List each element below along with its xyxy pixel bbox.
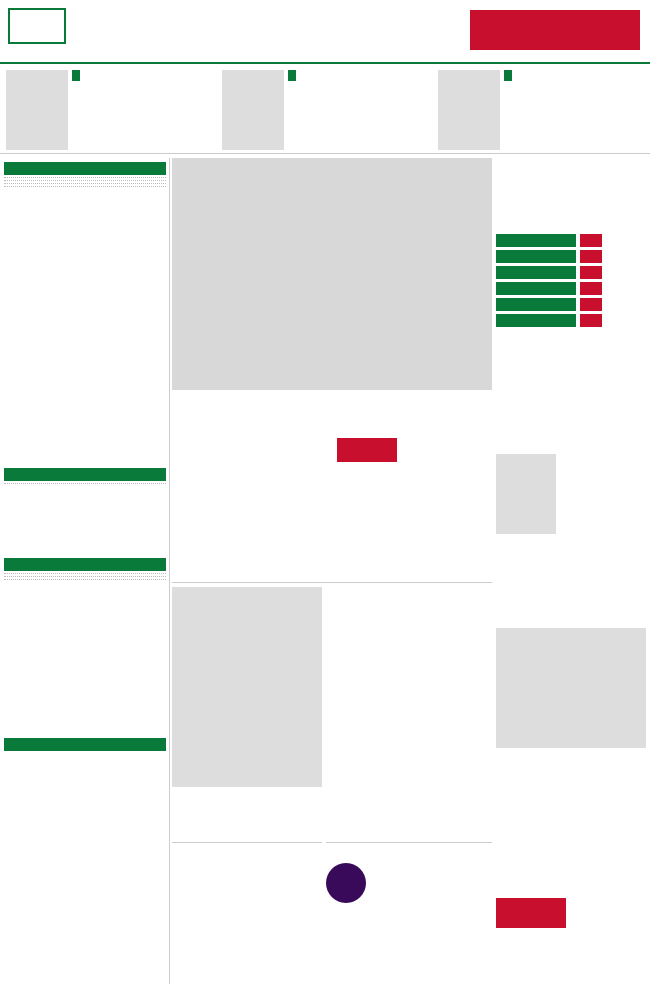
tv-box <box>4 558 166 580</box>
teaser-tag <box>504 70 512 81</box>
scoreboard-team <box>496 314 576 327</box>
lead-photo <box>172 158 492 390</box>
scoreboard-goals <box>580 250 602 263</box>
tv-title <box>4 558 166 571</box>
facebook-title <box>4 738 166 751</box>
mid-story-photo <box>172 587 322 787</box>
celebrity-footer-headline <box>496 898 566 928</box>
premier-story <box>326 842 492 984</box>
facebook-box[interactable] <box>4 738 166 751</box>
scoreboard-team <box>496 234 576 247</box>
masthead <box>0 0 650 64</box>
mid-story <box>172 582 492 838</box>
results-box <box>4 162 166 187</box>
lead-story <box>172 158 492 578</box>
page-number <box>8 8 66 44</box>
scoreboard-table <box>496 234 646 334</box>
brand-logo <box>470 10 640 50</box>
scoreboard-goals <box>580 234 602 247</box>
scoreboard-team <box>496 266 576 279</box>
scoreboard-team <box>496 282 576 295</box>
teaser-tag <box>288 70 296 81</box>
teaser-strip <box>0 66 650 154</box>
results-title <box>4 162 166 175</box>
quiz-box <box>4 468 166 484</box>
teaser-1[interactable] <box>6 70 206 150</box>
result-row <box>4 184 166 187</box>
teaser-photo <box>438 70 500 150</box>
bottom-story <box>172 842 322 984</box>
scoreboard-goals <box>580 266 602 279</box>
teaser-2[interactable] <box>222 70 422 150</box>
quiz-title <box>4 468 166 481</box>
scoreboard-goals <box>580 282 602 295</box>
teaser-photo <box>222 70 284 150</box>
scoreboard-team <box>496 298 576 311</box>
teaser-tag <box>72 70 80 81</box>
teaser-3[interactable] <box>438 70 644 150</box>
right-column <box>496 158 646 984</box>
celebrity-photo <box>496 628 646 748</box>
tv-row <box>4 577 166 580</box>
teaser-photo <box>6 70 68 150</box>
scoreboard-team <box>496 250 576 263</box>
premier-league-logo <box>326 863 366 903</box>
scoreboard-goals <box>580 314 602 327</box>
left-column <box>0 158 170 984</box>
quiz-question <box>4 481 166 484</box>
lead-badge <box>337 438 397 462</box>
scoreboard-goals <box>580 298 602 311</box>
right-feature-photo <box>496 454 556 534</box>
